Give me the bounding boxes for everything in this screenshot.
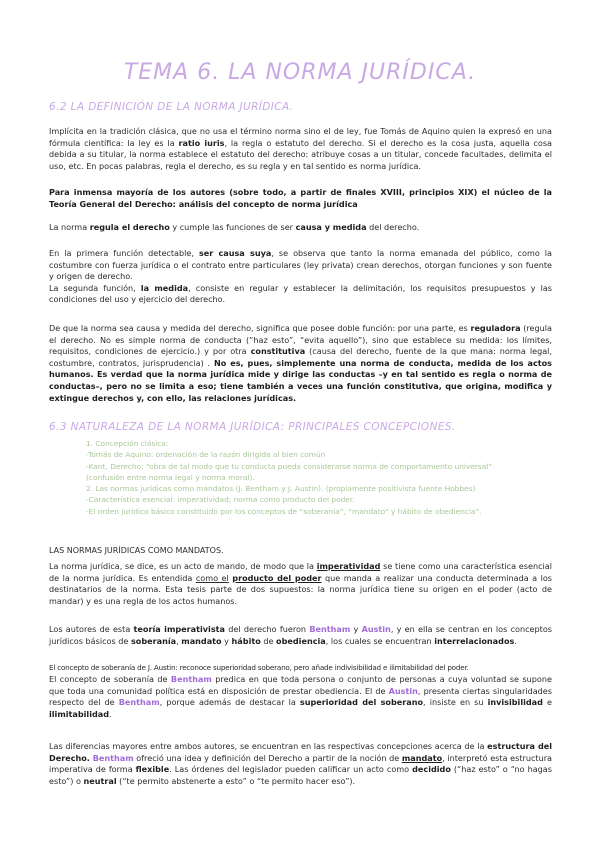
text: y: [350, 624, 362, 634]
bold-term: flexible: [135, 764, 170, 775]
text: y: [221, 635, 232, 646]
list-item: -Kant, Derecho: “obra de tal modo que tu conducta pueda considerarse norma de comportamiento universal”: [86, 461, 493, 471]
text: que manda a realizar una conducta determinada a los destinatarios de la norma. Esta tesis parte de dos supuestos: la norma jurídica tiene su origen en el poder (acto de mandar) y es una regla de los actos humanos.: [49, 572, 553, 606]
bold-term: la medida: [140, 282, 189, 293]
subheading-mandatos: LAS NORMAS JURÍDICAS COMO MANDATOS.: [49, 546, 224, 555]
text: , porque además de destacar la: [159, 697, 300, 708]
paragraph-tomas-de-aquino: [49, 126, 552, 172]
author-name: Austin: [388, 685, 418, 696]
text: (“te permito abstenerte a esto” o “te permito hacer eso”).: [116, 775, 356, 786]
bold-term: ratio iuris: [178, 137, 225, 148]
text: La segunda función,: [49, 282, 141, 293]
paragraph-imperatividad: [49, 561, 552, 607]
text: , la regla o estatuto del derecho. Si el derecho es la cosa justa, aquella cosa debida a su titular, la norma establece el estatuto del derecho: atribuye cosas a un titular, concede facultades, delimita el uso, etc. En pocas palabras, regla el derecho, es su regla y en tal sentido es norma jurídica.: [49, 137, 552, 171]
paragraph-austin-soberania: El concepto de soberanía de J. Austin: reconoce superioridad soberano, pero añade indivisibilidad e ilimitabilidad del poder.: [49, 663, 469, 672]
bold-term: mandato: [181, 635, 222, 646]
paragraph-funciones: [49, 248, 552, 306]
author-name: Bentham: [309, 624, 351, 634]
bold-term: obediencia: [276, 635, 326, 646]
text: ofreció una idea y definición del Derecho a partir de la noción de: [133, 752, 402, 763]
list-item: 1. Concepción clásica:: [86, 439, 169, 448]
text: , insiste en su: [423, 697, 488, 708]
bold-term: decidido: [412, 764, 451, 775]
author-name: Bentham: [89, 752, 134, 763]
underlined-term: producto del poder: [232, 572, 322, 583]
author-name: Bentham: [118, 697, 160, 708]
bold-term: superioridad del soberano: [299, 697, 424, 708]
list-item: 2. Las normas jurídicas como mandatos (J. Bentham y J. Austin). (propiamente positivista fuente Hobbes): [86, 484, 476, 494]
underlined-term: imperatividad: [316, 561, 381, 571]
text: del derecho.: [366, 222, 420, 232]
text: , se observa que tanto la norma emanada del público, como la costumbre con fuerza jurídica o el contrato entre particulares (ley privata) crean derechos, otorgan funciones y son fuente y origen de derecho.: [49, 248, 552, 282]
text: ,: [176, 635, 182, 646]
bold-term: ser causa suya: [198, 248, 272, 258]
list-item: -Tomás de Aquino: ordenación de la razón dirigida al bien común: [86, 450, 326, 460]
bold-term: invisibilidad: [487, 697, 543, 708]
text: , y en ella se centran en los conceptos jurídicos básicos de: [49, 624, 553, 646]
text: .: [514, 635, 517, 646]
paragraph-doble-funcion: [49, 323, 552, 404]
paragraph-teoria-general: Para inmensa mayoría de los autores (sobre todo, a partir de finales XVIII, principios XIX) el núcleo de la Teoría General del Derecho: análisis del concepto de norma jurídica: [49, 187, 552, 209]
bold-term: interrelacionados: [434, 635, 515, 646]
text: predica en que toda persona o conjunto de personas a cuya voluntad se supone que toda una comunidad política está en disposición de prestar obediencia. El de: [49, 674, 552, 696]
paragraph-regula-derecho: [49, 222, 552, 234]
list-item: -Característica esencial: imperatividad; norma como producto del poder.: [86, 495, 355, 505]
author-name: Austin: [361, 624, 391, 634]
page-title: TEMA 6. LA NORMA JURÍDICA.: [123, 60, 477, 85]
bold-term: constitutiva: [250, 346, 306, 357]
bold-term: causa y medida: [295, 222, 367, 232]
text: , presenta ciertas singularidades respecto del de: [49, 685, 552, 708]
paragraph-diferencias: [49, 741, 552, 787]
text: , los cuales se encuentran: [325, 635, 435, 646]
paragraph-teoria-imperativista: [49, 624, 552, 647]
text: (regula el derecho. No es simple norma de conducta (“haz esto”, “evita aquello”), sino que establece su medida: los límites, requisitos, condiciones de ejercicio.) y por otra: [49, 323, 552, 357]
text: del derecho fueron: [224, 624, 310, 634]
text: de: [260, 635, 277, 646]
text: Implícita en la tradición clásica, que no usa el término norma sino el de ley, fue Tomás de Aquino quien la expresó en una fórmula científica: la ley es la: [49, 126, 552, 148]
bold-term: hábito: [231, 635, 261, 646]
bold-term: regula el derecho: [89, 222, 170, 232]
list-item: (confusión entre norma legal y norma moral).: [86, 472, 255, 482]
underlined-term: mandato: [401, 752, 443, 763]
bold-text: No es, pues, simplemente una norma de conducta, medida de los actos humanos. Es verdad que la norma jurídica mide y dirige las conductas –y en tal sentido es regla o norma de conductas–, pero no se limita a eso; tiene también a veces una función constitutiva, que origina, modifica y extingue derechos y, con ello, las relaciones jurídicas.: [49, 357, 552, 403]
bold-term: ilimitabilidad: [49, 708, 110, 719]
author-name: Bentham: [170, 674, 212, 684]
text: La norma: [49, 222, 90, 232]
text: , interpretó esta estructura imperativa de forma: [49, 752, 552, 775]
text: . Las órdenes del legislador pueden calificar un acto como: [169, 764, 413, 775]
text: y cumple las funciones de ser: [169, 222, 296, 232]
text: , consiste en regular y establecer la delimitación, los requisitos presupuestos y las condiciones del uso y ejercicio del derecho.: [49, 282, 553, 305]
bold-term: reguladora: [470, 323, 521, 333]
text: e: [542, 697, 552, 708]
text: En la primera función detectable,: [49, 248, 199, 258]
text: se tiene como una característica esencial de la norma jurídica. Es entendida: [49, 561, 552, 583]
paragraph-concepto-soberania: [49, 674, 552, 720]
underlined-text: como el: [195, 572, 229, 583]
list-item: -El orden jurídico básico constituido por los conceptos de “soberanía”, “mandato” y hábito de obediencia”.: [86, 506, 482, 516]
bold-term: neutral: [83, 775, 117, 786]
text: (“haz esto” o “no hagas esto”) o: [49, 764, 552, 786]
concepciones-list: [86, 438, 556, 517]
text: Las diferencias mayores entre ambos autores, se encuentran en las respectivas concepciones acerca de la: [49, 741, 488, 751]
bold-term: teoría imperativista: [133, 624, 225, 634]
section-heading-naturaleza: 6.3 NATURALEZA DE LA NORMA JURÍDICA: PRINCIPALES CONCEPCIONES.: [49, 421, 456, 433]
bold-term: soberanía: [130, 635, 177, 646]
text: (causa del derecho, fuente de la que mana: norma legal, costumbre, contratos, jurisprudencia) .: [49, 346, 552, 368]
text: La norma jurídica, se dice, es un acto de mando, de modo que la: [49, 561, 317, 571]
text: .: [109, 708, 112, 719]
bold-term: estructura del Derecho.: [49, 741, 553, 763]
text: De que la norma sea causa y medida del derecho, significa que posee doble función: por una parte, es: [49, 323, 471, 333]
text: Los autores de esta: [49, 624, 134, 634]
section-heading-definition: 6.2 LA DEFINICIÓN DE LA NORMA JURÍDICA.: [49, 101, 294, 113]
text: El concepto de soberanía de: [49, 674, 171, 684]
